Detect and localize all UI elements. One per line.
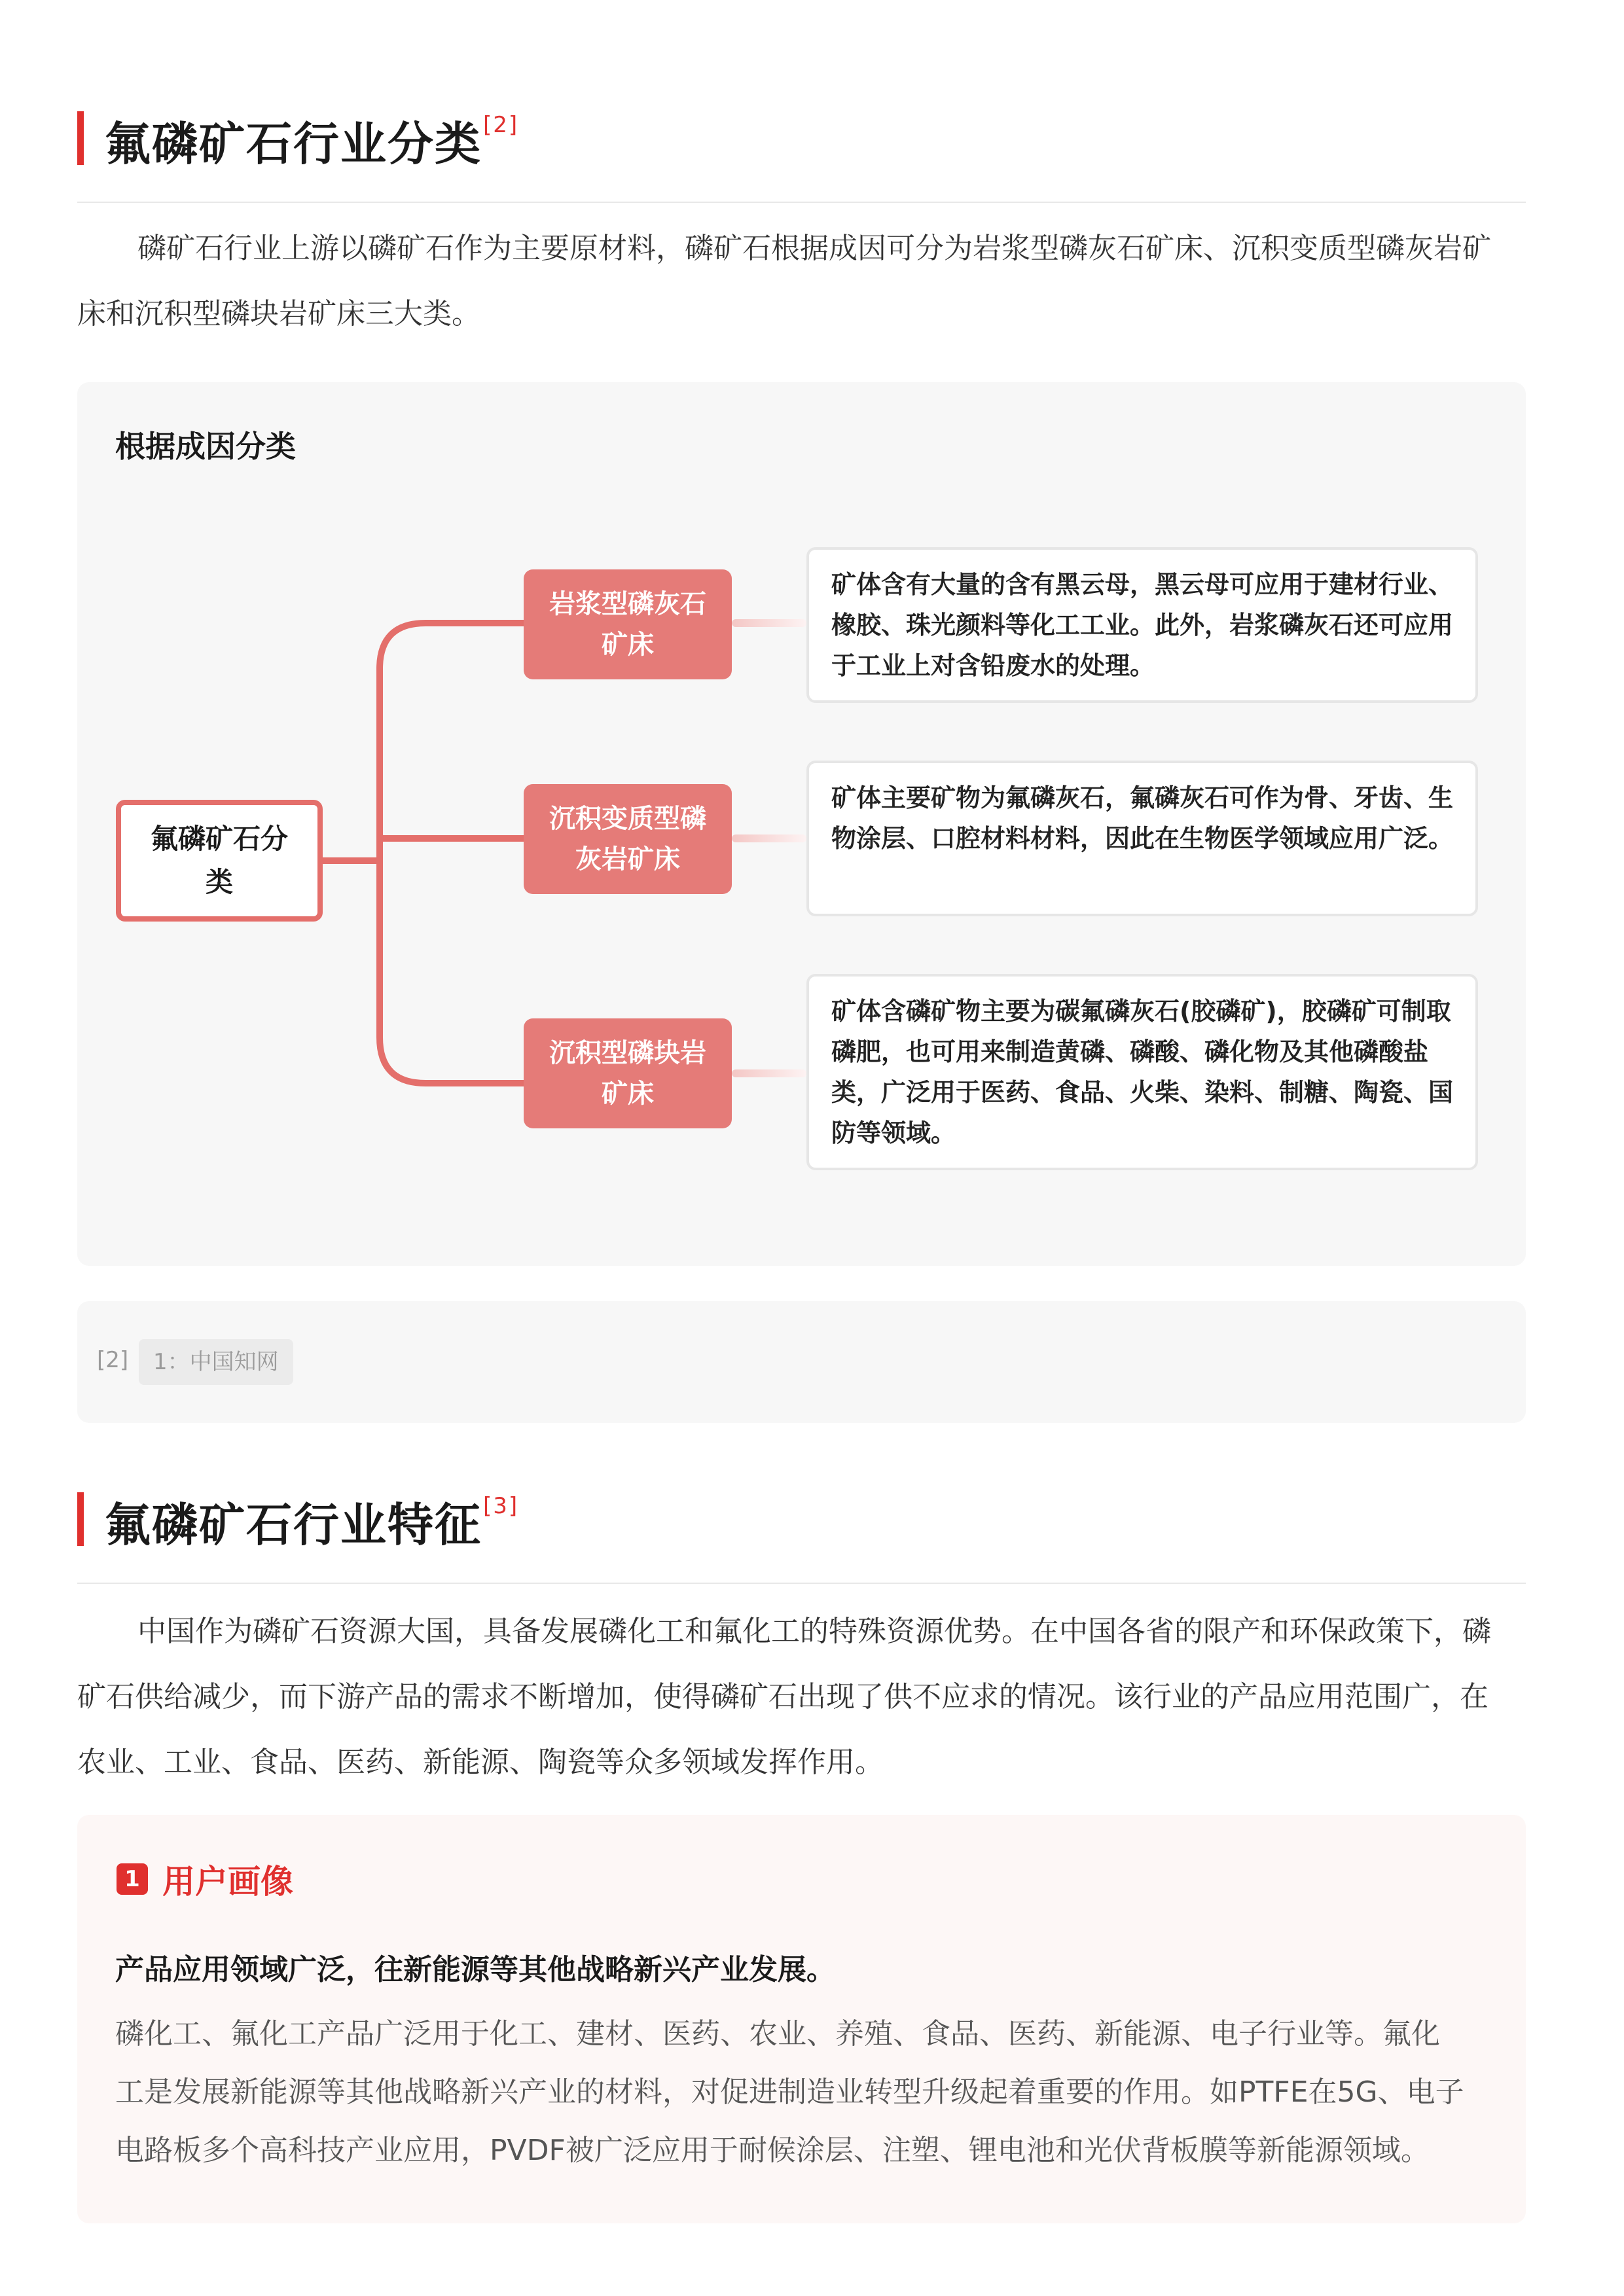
reference-panel [77,1301,1526,1423]
branch-description: 矿体含磷矿物主要为碳氟磷灰石(胶磷矿)，胶磷矿可制取磷肥，也可用来制造黄磷、磷酸、磷化物及其他磷酸盐类，广泛用于医药、食品、火柴、染料、制糖、陶瓷、国防等领域。 [806,974,1478,1170]
reference-link[interactable]: [2] [483,112,519,138]
persona-title: 用户画像 [162,1863,293,1901]
persona-body: 磷化工、氟化工产品广泛用于化工、建材、医药、农业、养殖、食品、医药、新能源、电子行业等。氟化 工是发展新能源等其他战略新兴产业的材料，对促进制造业转型升级起着重要的作用。如PTFE在5G、电子 电路板多个高科技产业应用，PVDF被广泛应用于耐候涂层、注塑、锂电池和光伏背板膜等新能源领域。 [115,2017,1464,2167]
root-node: 氟磷矿石分类 [116,800,323,922]
branch-node-metamorphic: 沉积变质型磷灰岩矿床 [524,784,732,894]
branch-node-magmatic: 岩浆型磷灰石矿床 [524,569,732,679]
user-persona-panel [77,1815,1526,2223]
reference-link[interactable]: [3] [483,1493,519,1519]
panel-title: 根据成因分类 [115,429,296,464]
branch-description: 矿体含有大量的含有黑云母，黑云母可应用于建材行业、橡胶、珠光颜料等化工工业。此外，岩浆磷灰石还可应用于工业上对含铅废水的处理。 [806,547,1478,703]
branch-connector [732,619,806,627]
classification-panel [77,382,1526,1266]
persona-number-badge: 1 [117,1863,148,1895]
branch-connector [732,834,806,842]
reference-number: [2] [97,1347,129,1373]
branch-node-sedimentary: 沉积型磷块岩矿床 [524,1018,732,1128]
section-header-classification [77,111,1526,203]
section-intro-paragraph: 磷矿石行业上游以磷矿石作为主要原材料，磷矿石根据成因可分为岩浆型磷灰石矿床、沉积变质型磷灰岩矿 床和沉积型磷块岩矿床三大类。 [77,232,1491,331]
section-accent-bar [77,111,84,165]
section-intro-paragraph: 中国作为磷矿石资源大国，具备发展磷化工和氟化工的特殊资源优势。在中国各省的限产和环保政策下，磷 矿石供给减少，而下游产品的需求不断增加，使得磷矿石出现了供不应求的情况。该行业的产品应用范围广，在 农业、工业、食品、医药、新能源、陶瓷等众多领域发挥作用。 [77,1615,1491,1779]
section-title: 氟磷矿石行业特征[3] [105,1493,519,1552]
section-title: 氟磷矿石行业分类[2] [105,112,519,171]
section-accent-bar [77,1492,84,1546]
reference-source-link[interactable]: 1：中国知网 [139,1339,293,1385]
branch-description: 矿体主要矿物为氟磷灰石，氟磷灰石可作为骨、牙齿、生物涂层、口腔材料材料，因此在生物医学领域应用广泛。 [806,761,1478,916]
branch-connector [732,1069,806,1077]
persona-subtitle: 产品应用领域广泛，往新能源等其他战略新兴产业发展。 [115,1953,835,1986]
section-header-characteristics [77,1492,1526,1584]
